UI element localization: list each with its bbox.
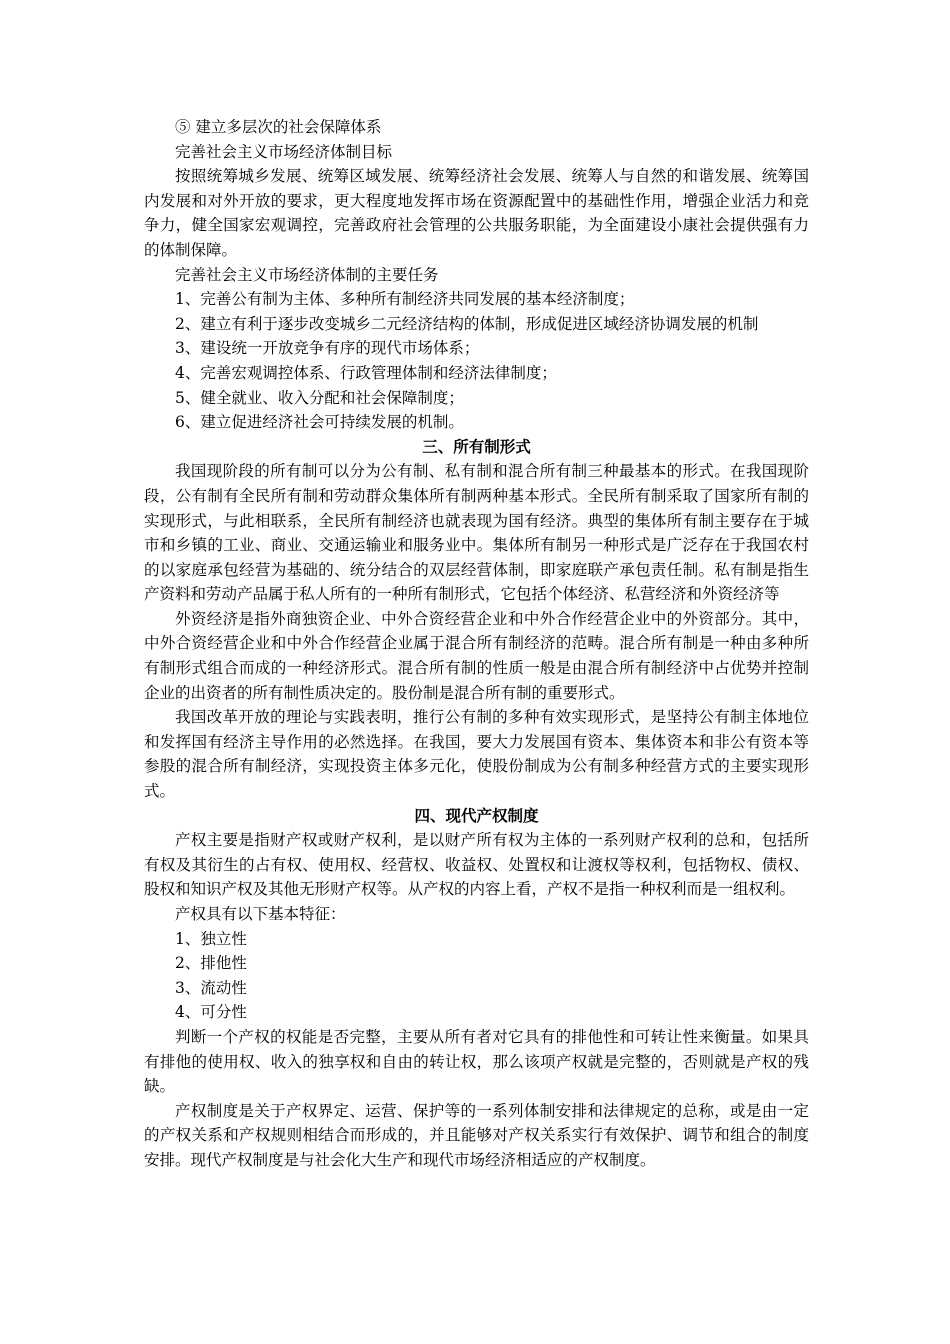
paragraph: 产权主要是指财产权或财产权利，是以财产所有权为主体的一系列财产权利的总和，包括所有权及其衍生的占有权、使用权、经营权、收益权、处置权和让渡权等权利，包括物权、债权、股权和知识产权及其他无形财产权等。从产权的内容上看，产权不是指一种权利而是一组权利。 [144,831,809,899]
document-page [144,115,809,1173]
list-item: 5、健全就业、收入分配和社会保障制度； [175,388,464,407]
paragraph: 产权制度是关于产权界定、运营、保护等的一系列体制安排和法律规定的总称，或是由一定的产权关系和产权规则相结合而形成的，并且能够对产权关系实行有效保护、调节和组合的制度安排。现代产权制度是与社会化大生产和现代市场经济相适应的产权制度。 [144,1101,809,1169]
section-heading: 四、现代产权制度 [414,805,539,825]
section-heading: 三、所有制形式 [422,436,531,456]
list-item: 3、建设统一开放竞争有序的现代市场体系； [175,339,480,358]
paragraph: 我国改革开放的理论与实践表明，推行公有制的多种有效实现形式，是坚持公有制主体地位和发挥国有经济主导作用的必然选择。在我国，要大力发展国有资本、集体资本和非公有资本等参股的混合所有制经济，实现投资主体多元化，使股份制成为公有制多种经营方式的主要实现形式。 [144,708,809,801]
list-item: ⑤ 建立多层次的社会保障体系 [175,118,382,136]
list-item: 1、独立性 [175,929,247,948]
subsection-title: 产权具有以下基本特征： [175,905,346,923]
subsection-title: 完善社会主义市场经济体制目标 [175,142,393,161]
list-item: 4、可分性 [175,1003,247,1022]
list-item: 3、流动性 [175,978,247,997]
list-item: 6、建立促进经济社会可持续发展的机制。 [175,413,464,432]
paragraph: 判断一个产权的权能是否完整，主要从所有者对它具有的排他性和可转让性来衡量。如果具有排他的使用权、收入的独享权和自由的转让权，那么该项产权就是完整的，否则就是产权的残缺。 [144,1027,809,1096]
list-item: 2、建立有利于逐步改变城乡二元经济结构的体制，形成促进区域经济协调发展的机制 [175,314,759,333]
list-item: 4、完善宏观调控体系、行政管理体制和经济法律制度； [175,363,557,382]
list-item: 2、排他性 [175,954,247,973]
list-item: 1、完善公有制为主体、多种所有制经济共同发展的基本经济制度； [175,290,635,309]
subsection-title: 完善社会主义市场经济体制的主要任务 [175,265,439,284]
paragraph: 我国现阶段的所有制可以分为公有制、私有制和混合所有制三种最基本的形式。在我国现阶段，公有制有全民所有制和劳动群众集体所有制两种基本形式。全民所有制采取了国家所有制的实现形式，与此相联系，全民所有制经济也就表现为国有经济。典型的集体所有制主要存在于城市和乡镇的工业、商业、交通运输业和服务业中。集体所有制另一种形式是广泛存在于我国农村的以家庭承包经营为基础的、统分结合的双层经营体制，即家庭联产承包责任制。私有制是指生产资料和劳动产品属于私人所有的一种所有制形式，它包括个体经济、私营经济和外资经济等 [144,462,809,604]
paragraph: 按照统筹城乡发展、统筹区域发展、统筹经济社会发展、统筹人与自然的和谐发展、统筹国内发展和对外开放的要求，更大程度地发挥市场在资源配置中的基础性作用，增强企业活力和竞争力，健全国家宏观调控，完善政府社会管理的公共服务职能，为全面建设小康社会提供强有力的体制保障。 [144,167,809,259]
paragraph: 外资经济是指外商独资企业、中外合资经营企业和中外合作经营企业中的外资部分。其中，中外合资经营企业和中外合作经营企业属于混合所有制经济的范畴。混合所有制是一种由多种所有制形式组合而成的一种经济形式。混合所有制的性质一般是由混合所有制经济中占优势并控制企业的出资者的所有制性质决定的。股份制是混合所有制的重要形式。 [144,609,809,702]
